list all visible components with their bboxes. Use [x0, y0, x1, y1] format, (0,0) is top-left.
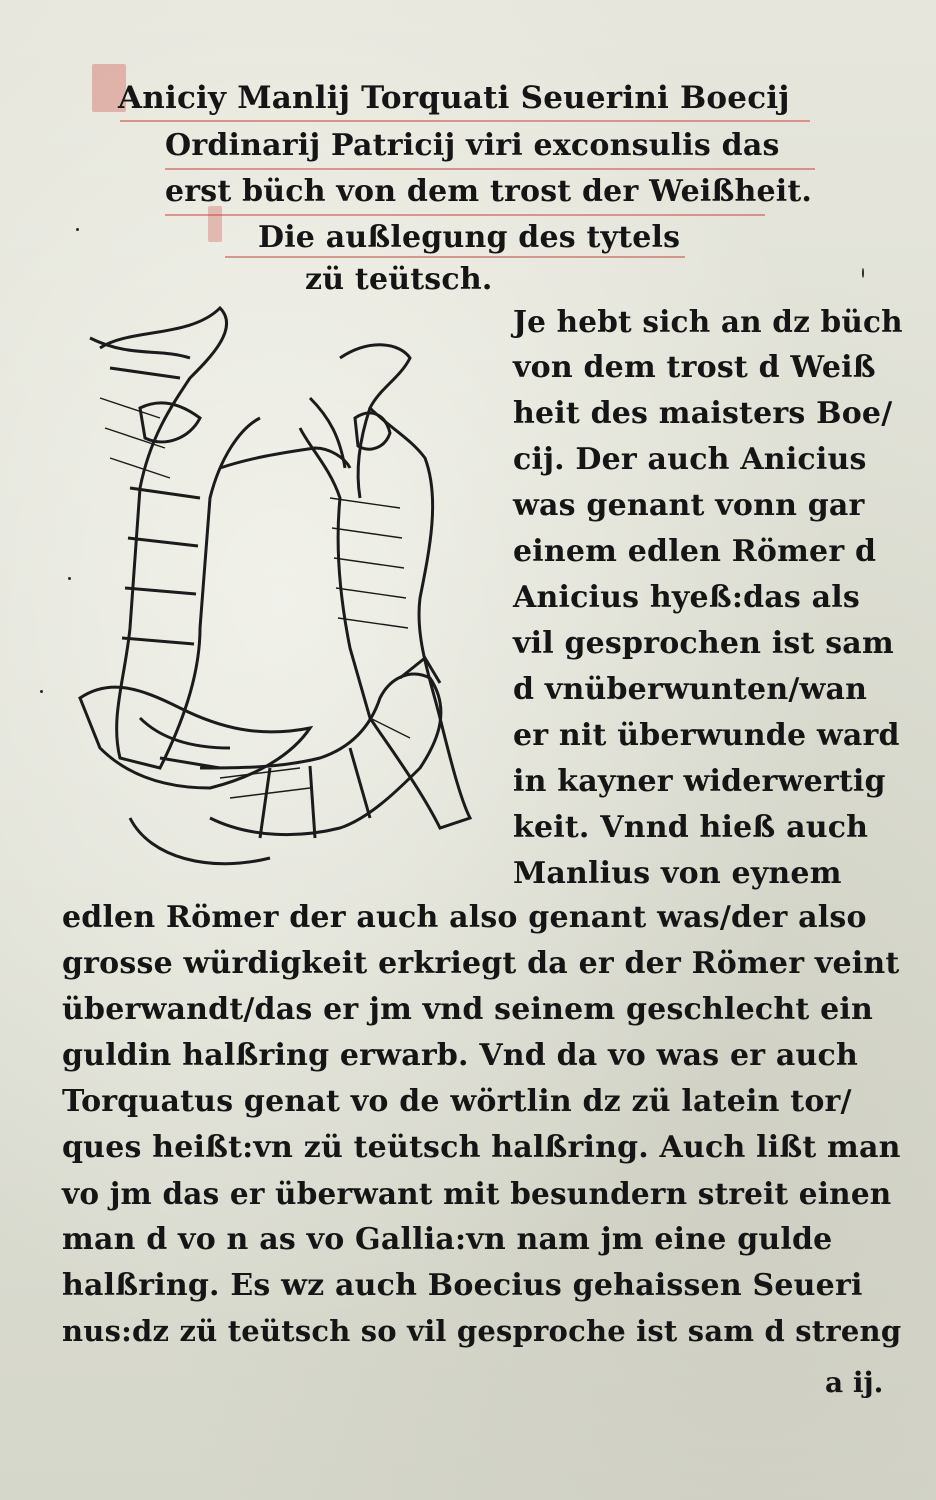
paper-speck	[76, 228, 79, 231]
woodcut-initial-illustration	[70, 298, 500, 878]
rubric-mark-subtitle	[208, 206, 222, 242]
column-line-8: vil gesprochen ist sam	[513, 626, 894, 661]
body-line-4: guldin halßring erwarb. Vnd da vo was er auch	[62, 1038, 859, 1073]
column-line-11: in kayner widerwertig	[513, 764, 886, 799]
column-line-3: heit des maisters Boe/	[513, 396, 893, 431]
column-line-5: was genant vonn gar	[513, 488, 865, 523]
heading-line-2: Ordinarij Patricij viri exconsulis das	[165, 128, 780, 163]
heading-line-4: Die außlegung des tytels	[258, 220, 681, 255]
body-line-1: edlen Römer der auch also genant was/der also	[62, 900, 867, 935]
body-line-8: man d vo n as vo Gallia:vn nam jm eine gulde	[62, 1222, 833, 1257]
red-rule-2	[165, 168, 815, 170]
column-line-13: Manlius von eynem	[513, 856, 842, 891]
column-line-9: d vnüberwunten/wan	[513, 672, 868, 707]
body-line-9: halßring. Es wz auch Boecius gehaissen Seueri	[62, 1268, 863, 1303]
body-line-2: grosse würdigkeit erkriegt da er der Römer veint	[62, 946, 900, 981]
column-line-10: er nit überwunde ward	[513, 718, 900, 753]
column-line-1: Je hebt sich an dz büch	[513, 304, 903, 339]
body-line-6: ques heißt:vn zü teütsch halßring. Auch lißt man	[62, 1130, 901, 1165]
red-rule-4	[225, 256, 685, 258]
column-line-4: cij. Der auch Anicius	[513, 442, 867, 477]
body-line-3: überwandt/das er jm vnd seinem geschlecht ein	[62, 992, 873, 1027]
column-line-2: von dem trost d Weiß	[513, 350, 876, 385]
red-rule-1	[120, 120, 810, 122]
body-line-7: vo jm das er überwant mit besundern streit einen	[62, 1176, 892, 1211]
heading-line-5: zü teütsch.	[305, 262, 493, 297]
body-line-5: Torquatus genat vo de wörtlin dz zü latein tor/	[62, 1084, 852, 1119]
heading-line-3: erst büch von dem trost der Weißheit.	[165, 174, 813, 209]
paper-speck	[40, 690, 43, 693]
heading-line-1: Aniciy Manlij Torquati Seuerini Boecij	[118, 80, 790, 116]
paper-speck	[68, 577, 71, 580]
red-rule-3	[165, 214, 765, 216]
folio-signature: a ij.	[825, 1366, 884, 1399]
column-line-12: keit. Vnnd hieß auch	[513, 810, 869, 845]
paper-speck	[862, 268, 864, 278]
body-line-10: nus:dz zü teütsch so vil gesproche ist sam d streng	[62, 1314, 902, 1348]
column-line-6: einem edlen Römer d	[513, 534, 877, 569]
column-line-7: Anicius hyeß:das als	[513, 580, 860, 615]
